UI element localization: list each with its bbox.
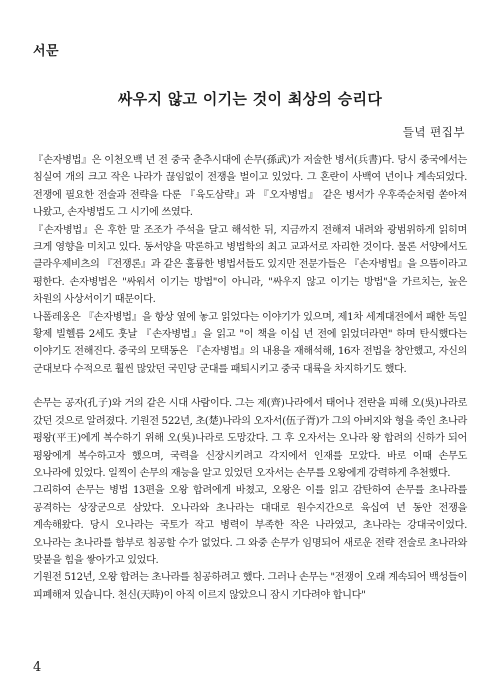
paragraph: 기원전 512년, 오왕 합려는 초나라를 침공하려고 했다. 그러나 손무는 "전쟁이 오래 계속되어 백성들이 피폐해져 있습니다. 천신(天時)이 아직 이르지 않았으니 잠시 기다려야 합니다" [33,572,467,601]
section-label: 서문 [33,44,60,59]
paragraph: 『손자병법』은 이천오백 년 전 중국 춘추시대에 손무(孫武)가 저술한 병서(兵書)다. 당시 중국에서는 침실여 개의 크고 작은 나라가 끊임없이 전쟁을 벌이고 있었다. 그 혼란이 사백여 년이나 계속되었다. 전쟁에 필요한 전술과 전략을 다룬 『육도삼략』과 『오자병법』 같은 병서가 우후죽순처럼 쏟아져 나왔고, 손자병법도 그 시기에 쓰였다. [33,155,467,219]
paragraph: 나폴레옹은 『손자병법』을 항상 옆에 놓고 읽었다는 이야기가 있으며, 제1차 세계대전에서 패한 독일 황제 빌헬름 2세도 훗날 『손자병법』을 읽고 "이 책을 이십 년 전에 읽었더라면" 하며 탄식했다는 이야기도 전해진다. 중국의 모택동은 『손자병법』의 내용을 재해석해, 16자 전법을 창안했고, 자신의 군대보다 수적으로 훨씬 많았던 국민당 군대를 패퇴시키고 중국 대륙을 차지하기도 했다. [33,311,467,375]
author-credit: 들녘 편집부 [402,125,465,139]
chapter-title: 싸우지 않고 이기는 것이 최상의 승리다 [117,90,383,108]
paragraph: 그리하여 손무는 병법 13편을 오왕 합려에게 바쳤고, 오왕은 이를 읽고 감탄하여 손무를 초나라를 공격하는 상장군으로 삼았다. 오나라와 초나라는 대대로 원수지간으로 육십여 년 동안 전쟁을 계속해왔다. 당시 오나라는 국토가 작고 병력이 부족한 작은 나라였고, 초나라는 강대국이었다. 오나라는 초나라를 함부로 침공할 수가 없었다. 그 와중 손무가 임명되어 새로운 전략 전술로 초나라와 맞붙을 힘을 쌓아가고 있었다. [33,485,467,566]
paragraph: 『손자병법』은 후한 말 조조가 주석을 달고 해석한 뒤, 지금까지 전해져 내려와 광범위하게 읽히며 크게 영향을 미치고 있다. 동서양을 막론하고 병법학의 최고 교과서로 자리한 것이다. 물론 서양에서도 클라우제비츠의 『전쟁론』과 같은 훌륭한 병법서들도 있지만 전문가들은 『손자병법』을 으뜸이라고 평한다. 손자병법은 "싸워서 이기는 방법"이 아니라, "싸우지 않고 이기는 방법"을 가르치는, 높은 차원의 사상서이기 때문이다. [33,224,467,306]
page-number: 4 [33,660,42,675]
body-text [33,152,467,604]
paragraph: 손무는 공자(孔子)와 거의 같은 시대 사람이다. 그는 제(齊)나라에서 태어나 전란을 피해 오(吳)나라로 갔던 것으로 알려졌다. 기원전 522년, 초(楚)나라의 오자서(伍子胥)가 그의 아버지와 형을 죽인 초나라 평왕(平王)에게 복수하기 위해 오(吳)나라로 도망갔다. 그 후 오자서는 오나라 왕 합려의 신하가 되어 평왕에게 복수하고자 했으며, 국력을 신장시키려고 각지에서 인재를 모았다. 바로 이때 손무도 오나라에 있었다. 일찍이 손무의 재능을 알고 있었던 오자서는 손무를 오왕에게 강력하게 추천했다. [33,398,467,479]
